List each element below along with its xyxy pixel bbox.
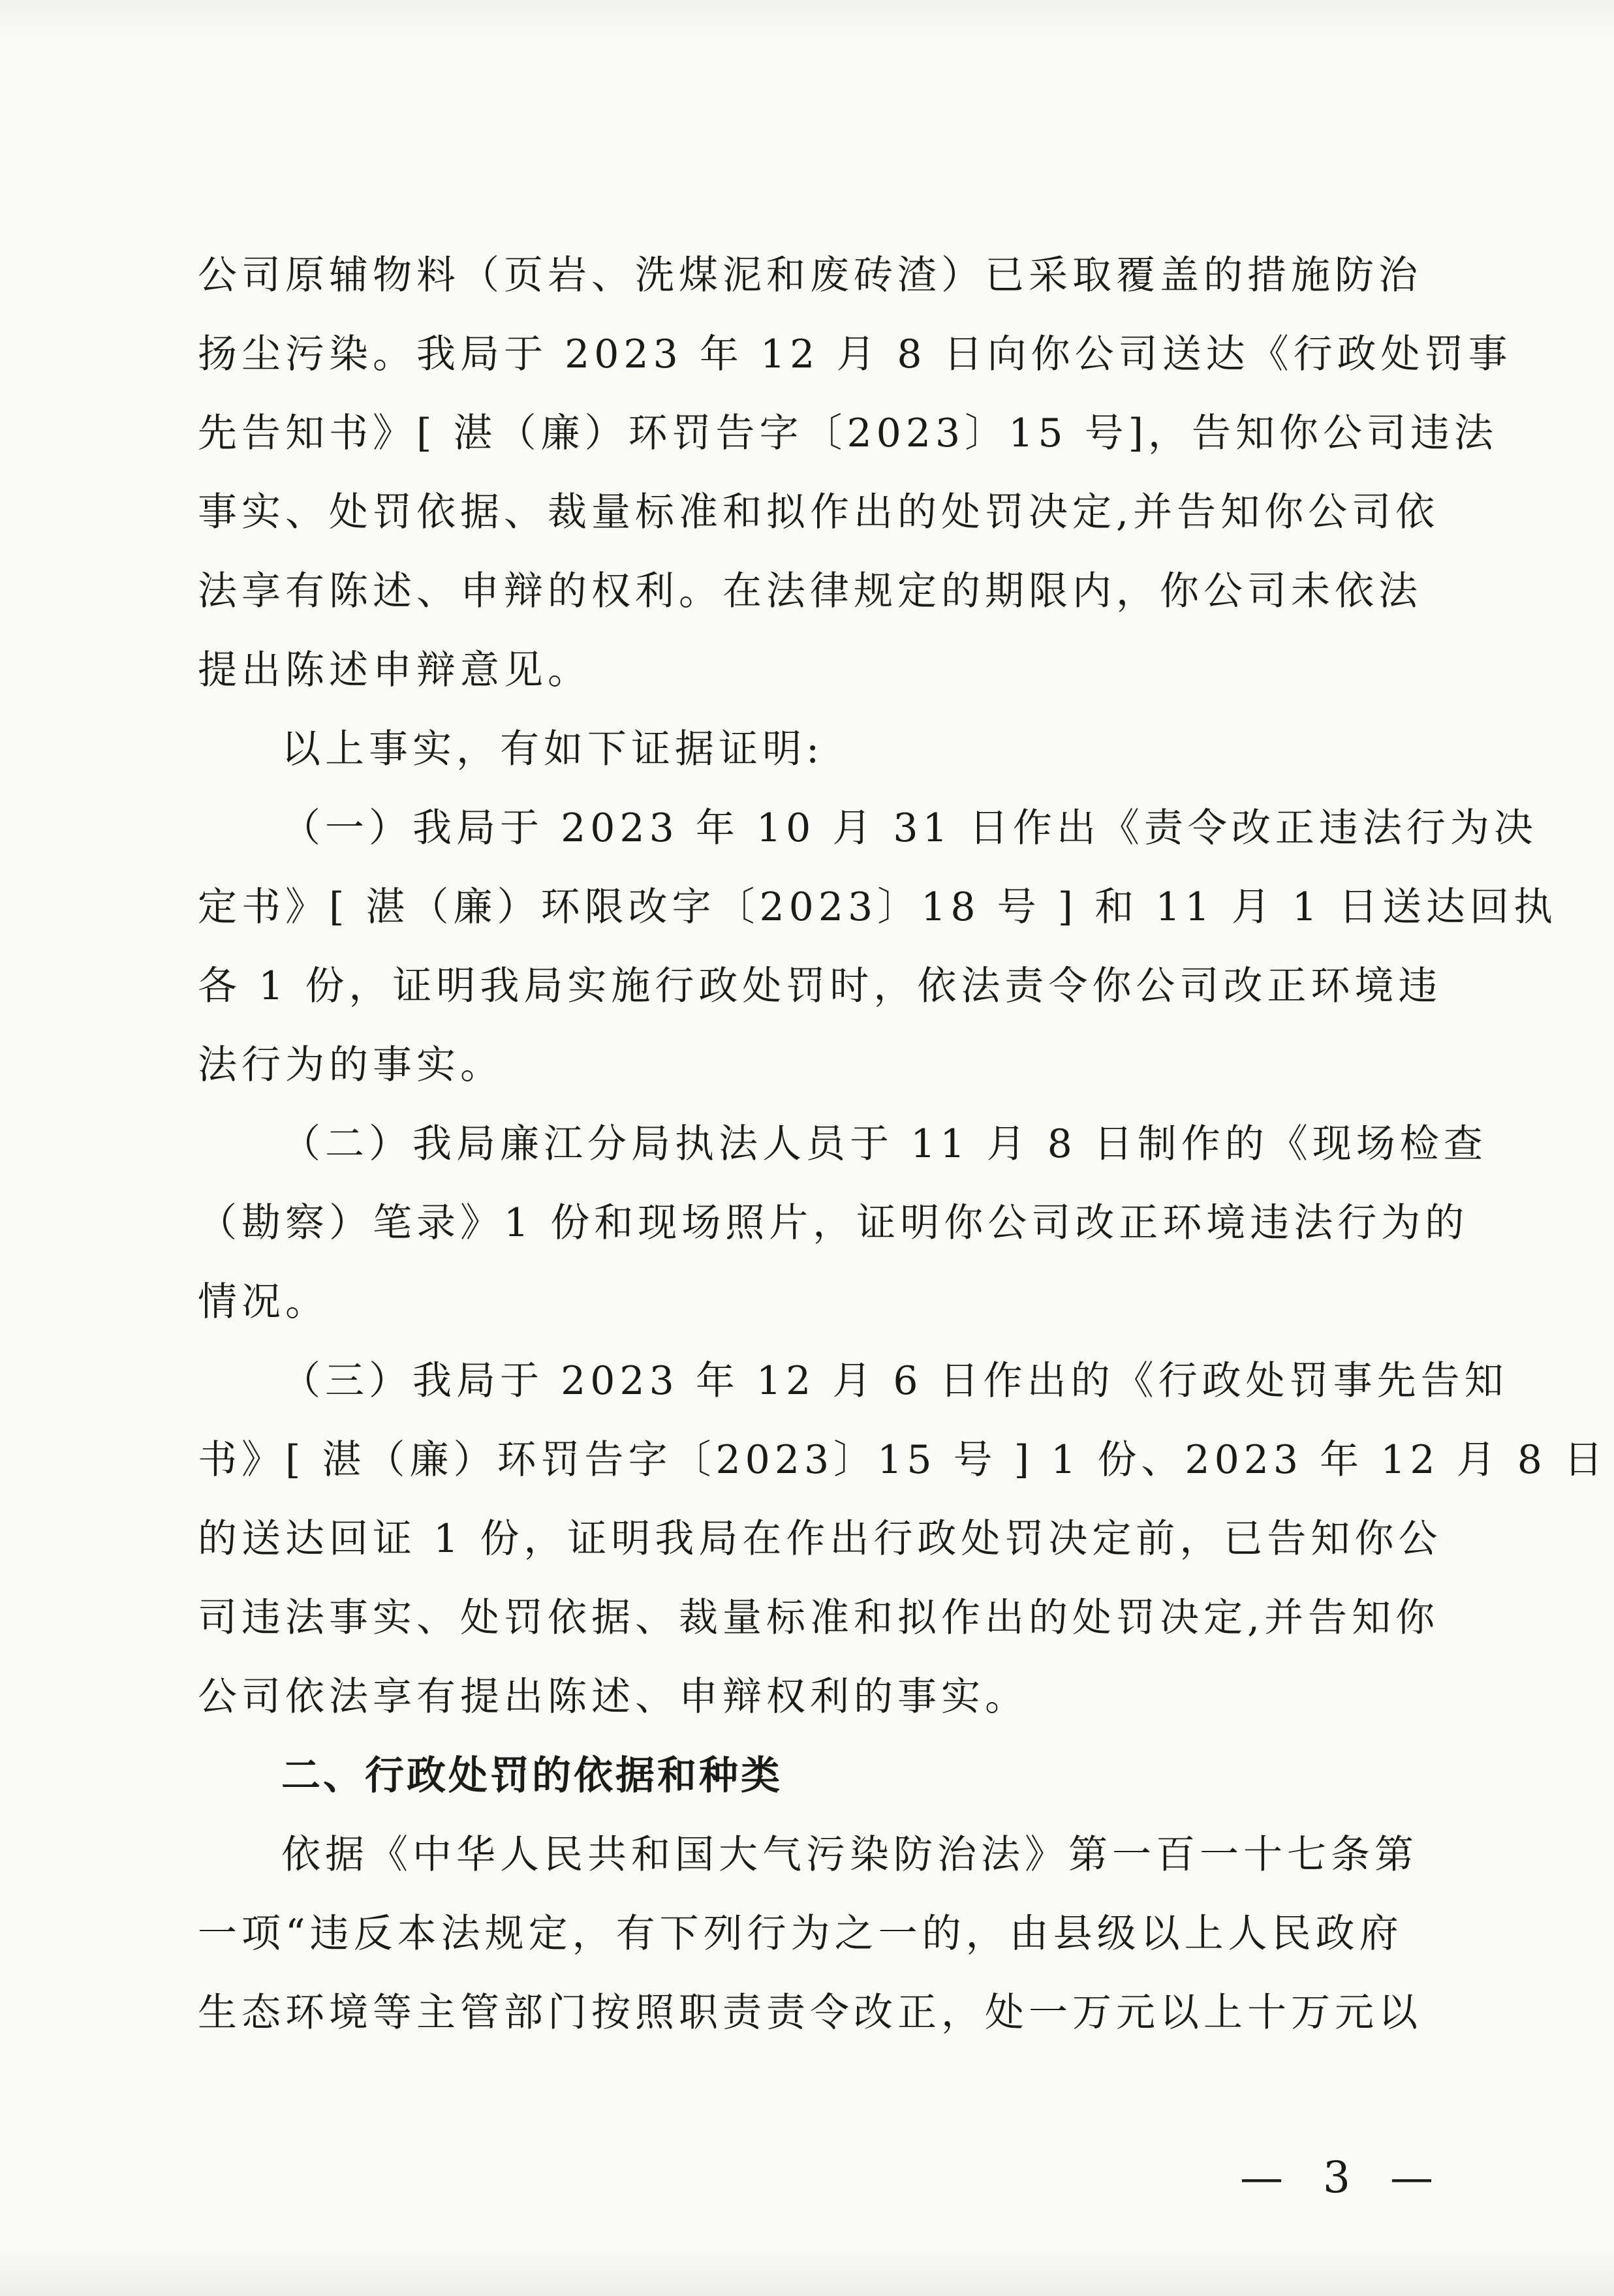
text-line: 扬尘污染。我局于 2023 年 12 月 8 日向你公司送达《行政处罚事 xyxy=(198,332,1512,377)
text-line: 法行为的事实。 xyxy=(198,1042,504,1088)
text-line: （三）我局于 2023 年 12 月 6 日作出的《行政处罚事先告知 xyxy=(281,1358,1508,1404)
text-line: （一）我局于 2023 年 10 月 31 日作出《责令改正违法行为决 xyxy=(281,805,1538,851)
text-line: 公司原辅物料（页岩、洗煤泥和废砖渣）已采取覆盖的措施防治 xyxy=(198,253,1422,298)
text-line: 法享有陈述、申辩的权利。在法律规定的期限内，你公司未依法 xyxy=(198,568,1422,614)
text-line: 依据《中华人民共和国大气污染防治法》第一百一十七条第 xyxy=(281,1832,1418,1878)
document-body xyxy=(198,236,1607,2053)
text-line: 司违法事实、处罚依据、裁量标准和拟作出的处罚决定,并告知你 xyxy=(198,1595,1440,1641)
page-number: — 3 — xyxy=(1240,2152,1446,2203)
text-line: 事实、处罚依据、裁量标准和拟作出的处罚决定,并告知你公司依 xyxy=(198,489,1440,535)
text-line: 公司依法享有提出陈述、申辩权利的事实。 xyxy=(198,1674,1029,1720)
text-line: 书》[ 湛（廉）环罚告字〔2023〕15 号 ] 1 份、2023 年 12 月 8 日 xyxy=(198,1437,1607,1483)
section-heading: 二、行政处罚的依据和种类 xyxy=(281,1753,783,1799)
text-line: 各 1 份，证明我局实施行政处罚时，依法责令你公司改正环境违 xyxy=(198,963,1442,1009)
text-line: 一项“违反本法规定，有下列行为之一的，由县级以上人民政府 xyxy=(198,1911,1403,1957)
text-line: （勘察）笔录》1 份和现场照片，证明你公司改正环境违法行为的 xyxy=(198,1200,1469,1246)
text-line: 的送达回证 1 份，证明我局在作出行政处罚决定前，已告知你公 xyxy=(198,1516,1442,1562)
text-line: 以上事实，有如下证据证明: xyxy=(281,726,824,772)
text-line: 生态环境等主管部门按照职责责令改正，处一万元以上十万元以 xyxy=(198,1990,1422,2036)
text-line: 先告知书》[ 湛（廉）环罚告字〔2023〕15 号]，告知你公司违法 xyxy=(198,411,1498,456)
text-line: 情况。 xyxy=(198,1279,329,1325)
text-line: 定书》[ 湛（廉）环限改字〔2023〕18 号 ] 和 11 月 1 日送达回执 xyxy=(198,884,1557,930)
text-line: 提出陈述申辩意见。 xyxy=(198,647,591,693)
text-line: （二）我局廉江分局执法人员于 11 月 8 日制作的《现场检查 xyxy=(281,1121,1487,1167)
